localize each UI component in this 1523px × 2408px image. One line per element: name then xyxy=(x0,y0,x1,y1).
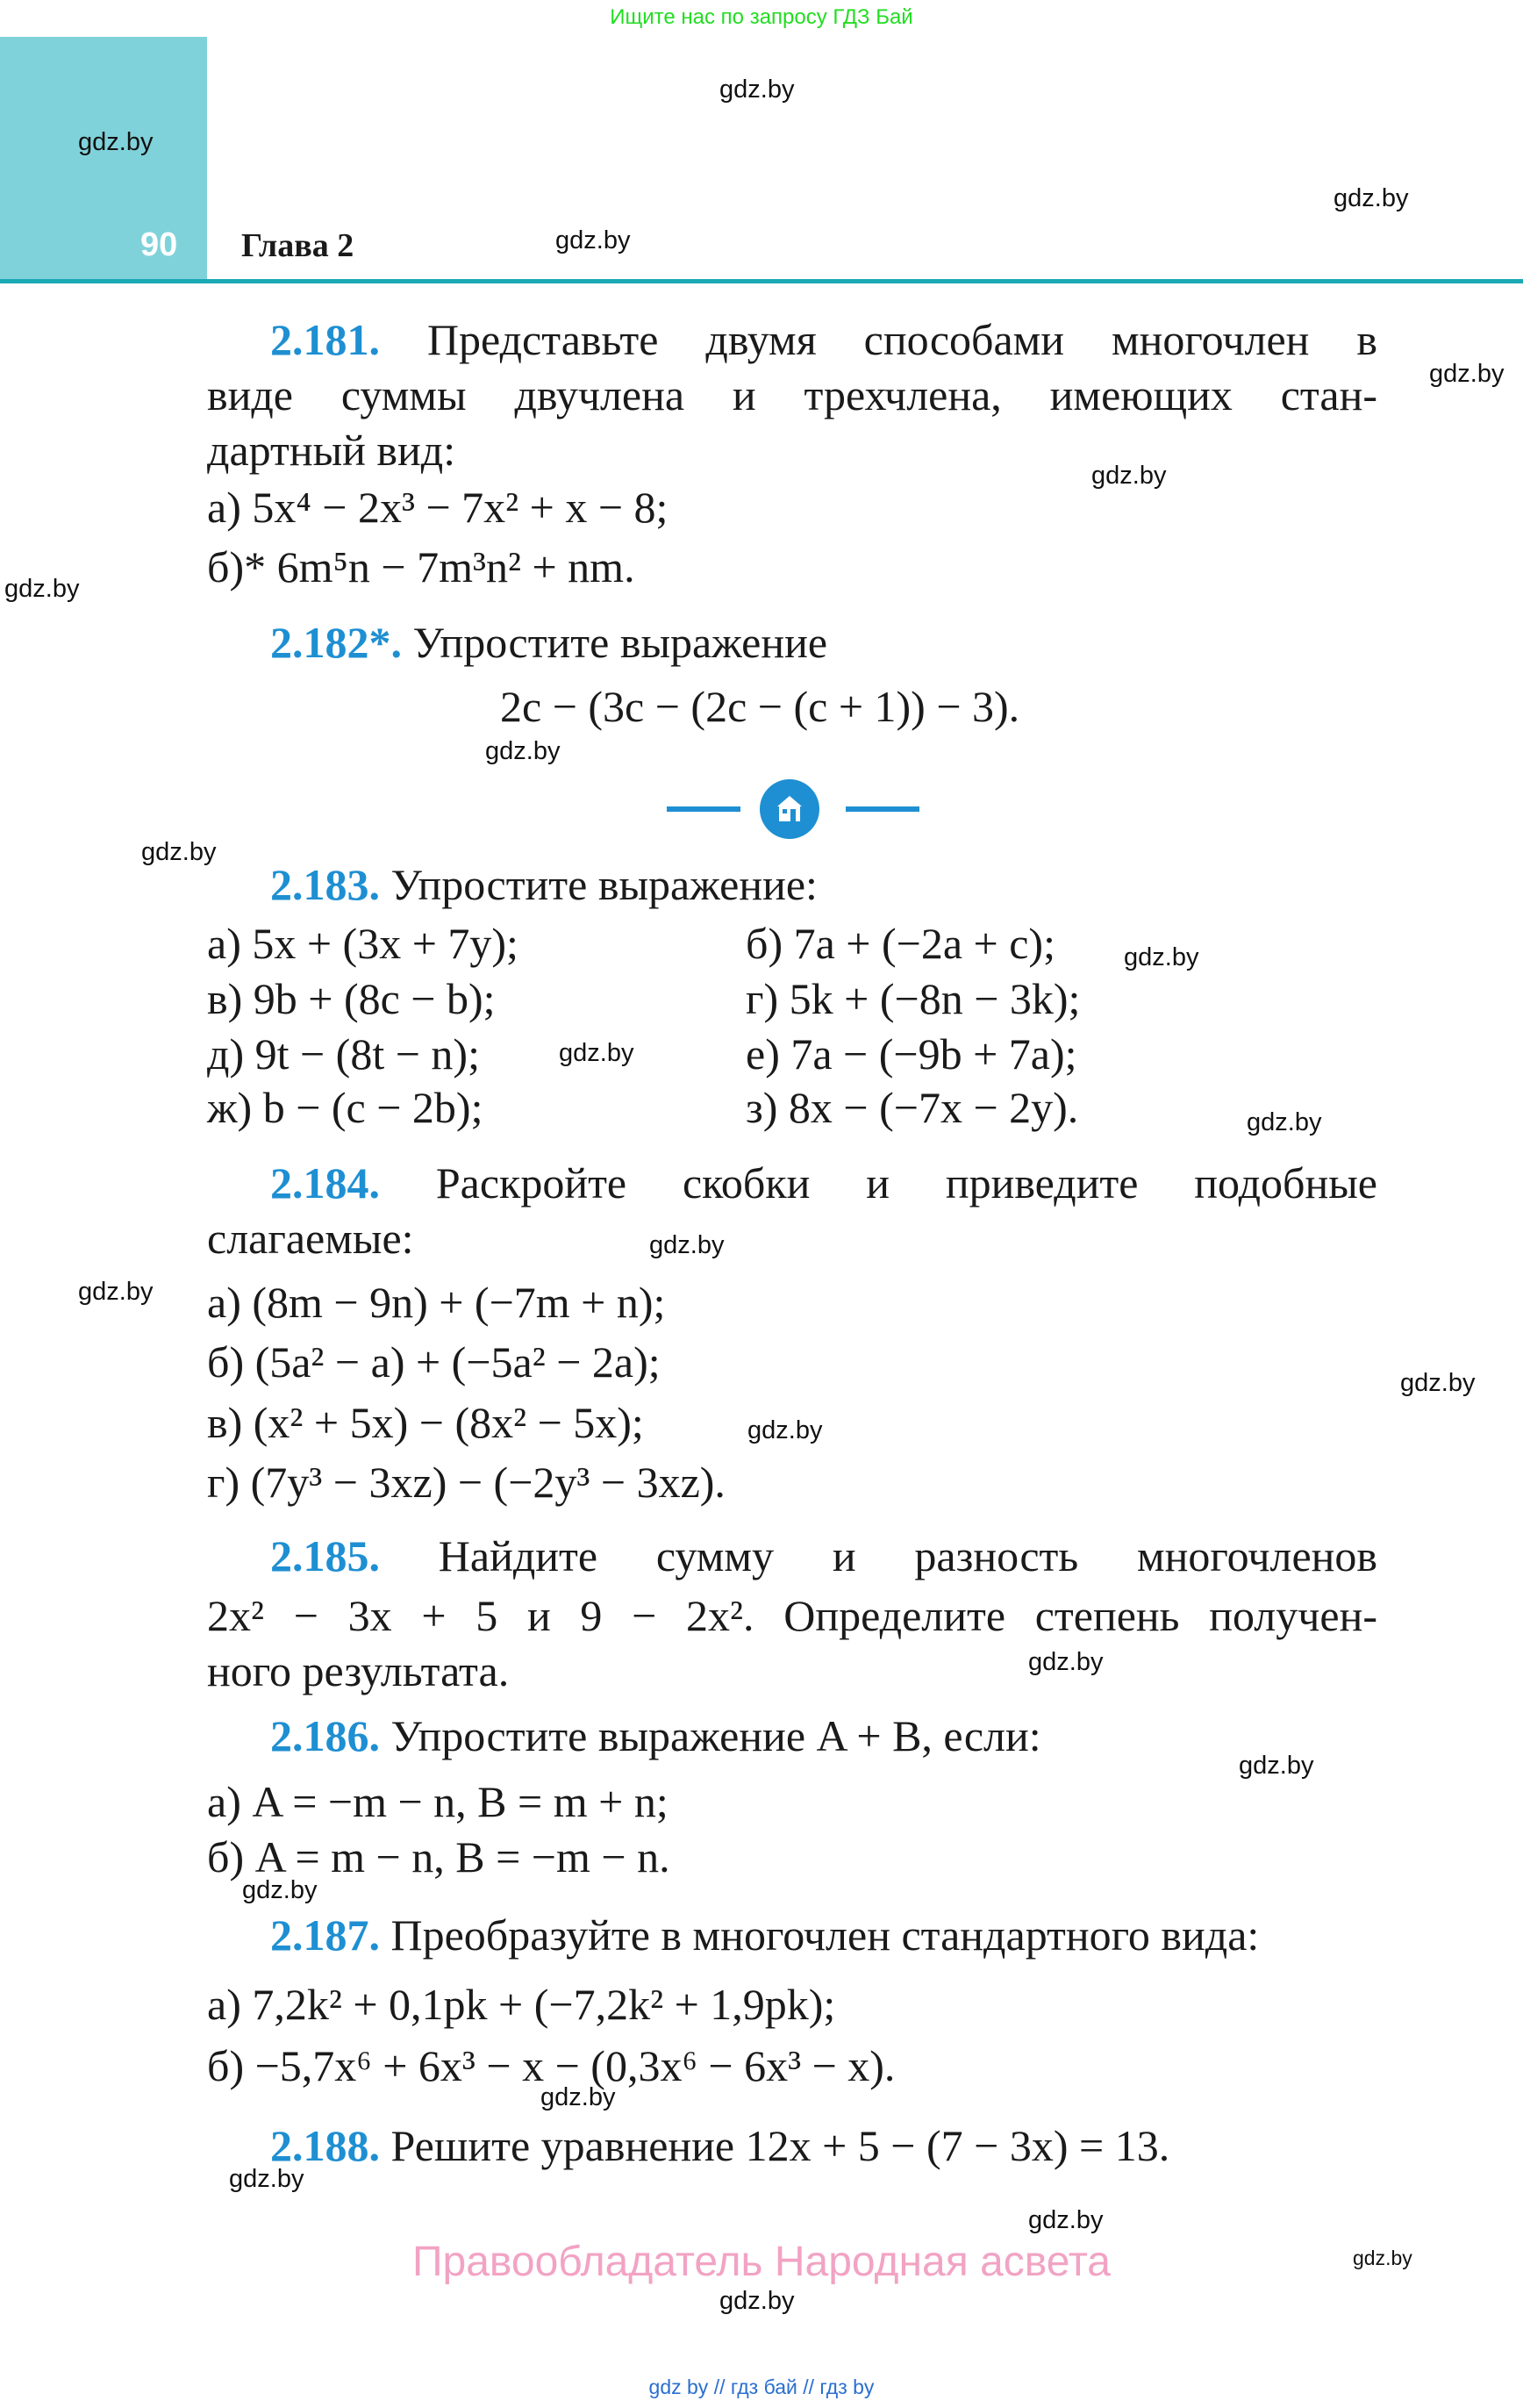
exercise-2-186 xyxy=(270,1709,1041,1762)
task-b: б)* 6m⁵n − 7m³n² + nm. xyxy=(207,542,635,591)
exercise-text: 2x² − 3x + 5 и 9 − 2x². Определите степень получен- xyxy=(207,1591,1377,1640)
header-rule xyxy=(0,279,1523,283)
chapter-title: Глава 2 xyxy=(241,227,354,264)
footer-links[interactable]: gdz by // гдз бай // гдз by xyxy=(648,2376,875,2398)
watermark: gdz.by xyxy=(78,1278,154,1306)
task-item: г) 5k + (−8n − 3k); xyxy=(746,974,1081,1023)
task-item: в) 9b + (8c − b); xyxy=(207,974,496,1023)
watermark: gdz.by xyxy=(1429,360,1505,388)
divider-line xyxy=(846,806,919,812)
exercise-2-182 xyxy=(270,616,827,669)
exercise-text: ного результата. xyxy=(207,1646,510,1695)
exercise-number: 2.181. xyxy=(270,315,380,364)
exercise-2-184 xyxy=(270,1157,1377,1209)
exercise-text: Раскройте скобки и приведите подобные xyxy=(435,1158,1378,1208)
watermark: gdz.by xyxy=(719,2287,795,2315)
exercise-text: Решите уравнение 12x + 5 − (7 − 3x) = 13. xyxy=(390,2121,1170,2170)
watermark: gdz.by xyxy=(1353,2247,1412,2269)
watermark: gdz.by xyxy=(1247,1108,1322,1136)
watermark: gdz.by xyxy=(540,2083,616,2111)
exercise-text: Представьте двумя способами многочлен в xyxy=(426,315,1377,364)
copyright-notice: Правообладатель Народная асвета xyxy=(412,2239,1111,2285)
watermark: gdz.by xyxy=(1239,1752,1314,1780)
exercise-number: 2.184. xyxy=(270,1158,380,1208)
exercise-number: 2.183. xyxy=(270,860,380,909)
watermark: gdz.by xyxy=(1091,462,1167,490)
watermark: gdz.by xyxy=(747,1416,823,1444)
task-a: а) 5x⁴ − 2x³ − 7x² + x − 8; xyxy=(207,483,669,532)
exercise-text: Преобразуйте в многочлен стандартного вида: xyxy=(390,1910,1260,1960)
watermark: gdz.by xyxy=(141,838,217,866)
watermark: gdz.by xyxy=(78,128,154,156)
watermark: gdz.by xyxy=(719,75,795,104)
task-item: б) 7a + (−2a + c); xyxy=(746,919,1055,968)
divider-line xyxy=(667,806,740,812)
exercise-number: 2.187. xyxy=(270,1910,380,1960)
task-item: г) (7y³ − 3xz) − (−2y³ − 3xz). xyxy=(207,1458,726,1507)
task-b: б) A = m − n, B = −m − n. xyxy=(207,1832,670,1881)
task-item: з) 8x − (−7x − 2y). xyxy=(746,1083,1079,1132)
exercise-2-183 xyxy=(270,858,818,911)
task-item: а) 5x + (3x + 7y); xyxy=(207,919,518,968)
watermark: gdz.by xyxy=(1028,1648,1104,1676)
watermark: gdz.by xyxy=(242,1876,318,1904)
task-a: а) A = −m − n, B = m + n; xyxy=(207,1777,669,1826)
watermark: gdz.by xyxy=(555,226,631,254)
exercise-text: Найдите сумму и разность многочленов xyxy=(438,1531,1377,1580)
expression: 2c − (3c − (2c − (c + 1)) − 3). xyxy=(500,682,1020,731)
watermark: gdz.by xyxy=(1124,943,1199,971)
watermark: gdz.by xyxy=(1334,184,1409,212)
task-item: ж) b − (c − 2b); xyxy=(207,1083,483,1132)
search-ad-text: Ищите нас по запросу ГДЗ Бай xyxy=(610,5,913,29)
exercise-text: Упростите выражение A + B, если: xyxy=(390,1711,1041,1760)
watermark: gdz.by xyxy=(559,1039,634,1067)
exercise-2-187 xyxy=(270,1909,1259,1961)
task-item: а) (8m − 9n) + (−7m + n); xyxy=(207,1278,666,1327)
task-item: в) (x² + 5x) − (8x² − 5x); xyxy=(207,1398,644,1447)
task-a: а) 7,2k² + 0,1pk + (−7,2k² + 1,9pk); xyxy=(207,1980,836,2029)
home-icon xyxy=(760,779,819,839)
watermark: gdz.by xyxy=(1400,1369,1476,1397)
watermark: gdz.by xyxy=(4,575,80,603)
task-item: б) (5a² − a) + (−5a² − 2a); xyxy=(207,1337,661,1387)
exercise-number: 2.186. xyxy=(270,1711,380,1760)
watermark: gdz.by xyxy=(649,1231,725,1259)
watermark: gdz.by xyxy=(229,2165,304,2193)
task-item: д) 9t − (8t − n); xyxy=(207,1029,480,1079)
exercise-text: дартный вид: xyxy=(207,426,456,475)
page-number: 90 xyxy=(140,226,178,263)
exercise-text: Упростите выражение xyxy=(412,618,828,667)
watermark: gdz.by xyxy=(485,737,561,765)
exercise-2-188 xyxy=(270,2119,1169,2172)
exercise-number: 2.182*. xyxy=(270,618,402,667)
task-b: б) −5,7x⁶ + 6x³ − x − (0,3x⁶ − 6x³ − x). xyxy=(207,2041,896,2090)
exercise-number: 2.185. xyxy=(270,1531,380,1580)
exercise-2-181 xyxy=(270,313,1377,366)
exercise-text: слагаемые: xyxy=(207,1214,414,1263)
exercise-2-185 xyxy=(270,1530,1377,1582)
exercise-text: Упростите выражение: xyxy=(390,860,818,909)
exercise-number: 2.188. xyxy=(270,2121,380,2170)
task-item: е) 7a − (−9b + 7a); xyxy=(746,1029,1077,1079)
watermark: gdz.by xyxy=(1028,2206,1104,2234)
exercise-text: виде суммы двучлена и трехчлена, имеющих стан- xyxy=(207,370,1377,419)
